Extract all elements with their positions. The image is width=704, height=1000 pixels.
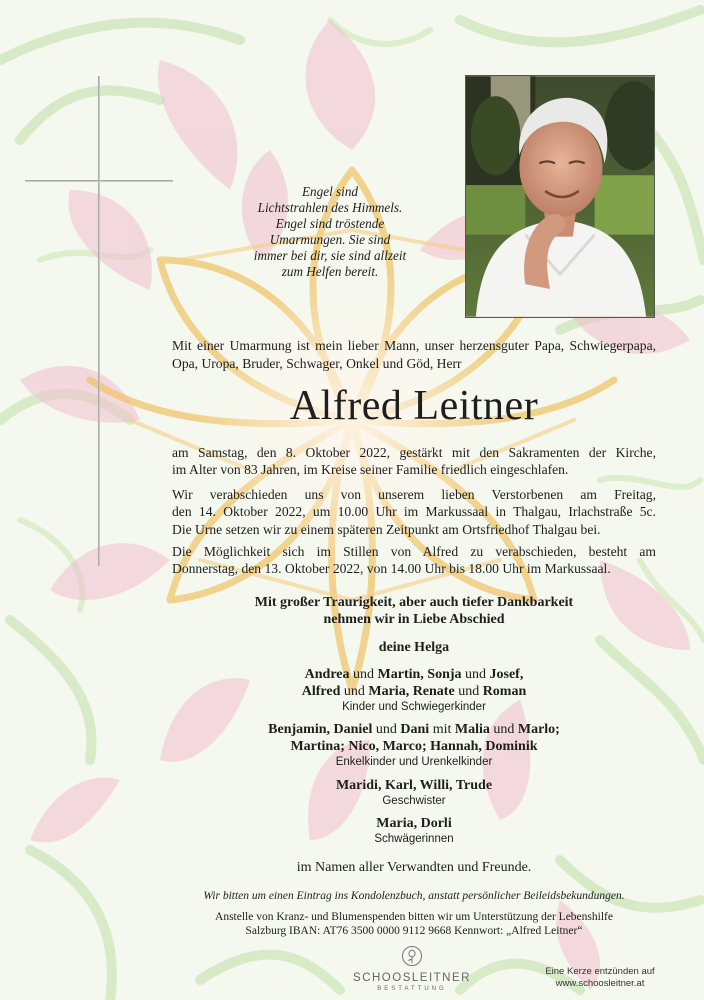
viewing-paragraph-line: Die Möglichkeit sich im Stillen von Alfred zu verabschieden, besteht am <box>172 544 656 559</box>
siblings-names: Maridi, Karl, Willi, Trude <box>335 778 493 793</box>
children-label: Kinder und Schwiegerkinder <box>342 701 486 713</box>
poem-line: Umarmungen. Sie sind <box>269 232 391 247</box>
mourning-line: nehmen wir in Liebe Abschied <box>323 612 505 627</box>
in-laws-group <box>172 815 656 846</box>
family-name: Benjamin, Daniel <box>268 722 373 737</box>
intro-text: Mit einer Umarmung ist mein lieber Mann, unser herzensguter Papa, Schwiegerpapa, Opa, Uropa, Bruder, Schwager, Onkel und Göd, Herr <box>172 338 656 371</box>
children-line-2 <box>172 683 656 700</box>
poem-line: Engel sind tröstende <box>275 216 385 231</box>
mourning-statement <box>172 594 656 628</box>
children-line-1 <box>172 666 656 683</box>
family-name: Maria, Renate <box>368 684 455 699</box>
farewell-paragraph-line: Wir verabschieden uns von unserem lieben Verstorbenen am Freitag, <box>172 487 656 502</box>
deceased-name: Alfred Leitner <box>289 383 539 429</box>
poem-line: immer bei dir, sie sind allzeit <box>253 248 407 263</box>
grandchildren-label: Enkelkinder und Urenkelkinder <box>335 756 493 768</box>
poem-line: Lichtstrahlen des Himmels. <box>257 200 403 215</box>
mourning-line: Mit großer Traurigkeit, aber auch tiefer Dankbarkeit <box>254 595 574 610</box>
connector-word: und <box>349 667 378 682</box>
family-name: Roman <box>482 684 527 699</box>
condolence-note: Wir bitten um einen Eintrag ins Kondolenzbuch, anstatt persönlicher Beileidsbekundungen. <box>203 890 625 902</box>
wife-name: deine Helga <box>378 640 450 655</box>
death-paragraph <box>172 444 656 479</box>
in-laws-names: Maria, Dorli <box>376 816 452 831</box>
donation-line: Anstelle von Kranz- und Blumenspenden bitten wir um Unterstützung der Lebenshilfe <box>215 911 613 923</box>
family-name: Malia <box>454 722 490 737</box>
death-paragraph-line: am Samstag, den 8. Oktober 2022, gestärkt mit den Sakramenten der Kirche, <box>172 445 656 460</box>
candle-line: Eine Kerze entzünden auf <box>545 966 655 977</box>
cross-vertical-bar <box>98 76 100 566</box>
donation-line: Salzburg IBAN: AT76 3500 0000 9112 9668 Kennwort: „Alfred Leitner“ <box>245 925 583 937</box>
closing-line: im Namen aller Verwandten und Freunde. <box>296 860 532 875</box>
connector-word: und <box>340 684 369 699</box>
family-name: Dani <box>400 722 430 737</box>
siblings-group <box>172 777 656 808</box>
children-group <box>172 666 656 714</box>
poem <box>225 184 435 280</box>
rose-icon <box>401 945 423 967</box>
death-paragraph-line: im Alter von 83 Jahren, im Kreise seiner Familie friedlich eingeschlafen. <box>172 462 569 478</box>
farewell-paragraph-line: Die Urne setzen wir zu einem späteren Zeitpunkt am Ortsfriedhof Thalgau bei. <box>172 521 601 537</box>
farewell-paragraph-line: den 14. Oktober 2022, um 10.00 Uhr im Markussaal in Thalgau, Irlachstraße 5c. <box>172 504 656 520</box>
farewell-paragraph <box>172 486 656 538</box>
family-name: Andrea <box>304 667 350 682</box>
candle-note <box>540 966 660 990</box>
cross-horizontal-bar <box>25 180 173 182</box>
siblings-label: Geschwister <box>382 795 446 807</box>
viewing-paragraph-line: Donnerstag, den 13. Oktober 2022, von 14.00 Uhr bis 18.00 Uhr im Markussaal. <box>172 561 611 577</box>
family-name: Alfred <box>301 684 341 699</box>
family-name: Marlo; <box>517 722 560 737</box>
connector-word: und <box>372 722 401 737</box>
family-name: Josef, <box>489 667 524 682</box>
poem-line: Engel sind <box>301 184 359 199</box>
funeral-home-logo <box>352 945 472 993</box>
poem-line: zum Helfen bereit. <box>281 264 379 279</box>
grandchildren-group <box>172 721 656 769</box>
candle-link[interactable]: www.schoosleitner.at <box>555 978 645 989</box>
portrait-photo <box>465 75 655 318</box>
grandchildren-line-1 <box>172 721 656 738</box>
connector-word: und <box>489 722 518 737</box>
in-laws-label: Schwägerinnen <box>374 833 454 845</box>
connector-word: mit <box>429 722 455 737</box>
funeral-home-name: SCHOOSLEITNER <box>353 972 471 984</box>
grandchildren-line-2: Martina; Nico, Marco; Hannah, Dominik <box>290 739 538 754</box>
connector-word: und <box>454 684 483 699</box>
connector-word: und <box>461 667 490 682</box>
funeral-home-sub: BESTATTUNG <box>377 986 447 992</box>
family-name: Martin, Sonja <box>377 667 462 682</box>
donation-note <box>172 910 656 938</box>
viewing-paragraph <box>172 543 656 578</box>
